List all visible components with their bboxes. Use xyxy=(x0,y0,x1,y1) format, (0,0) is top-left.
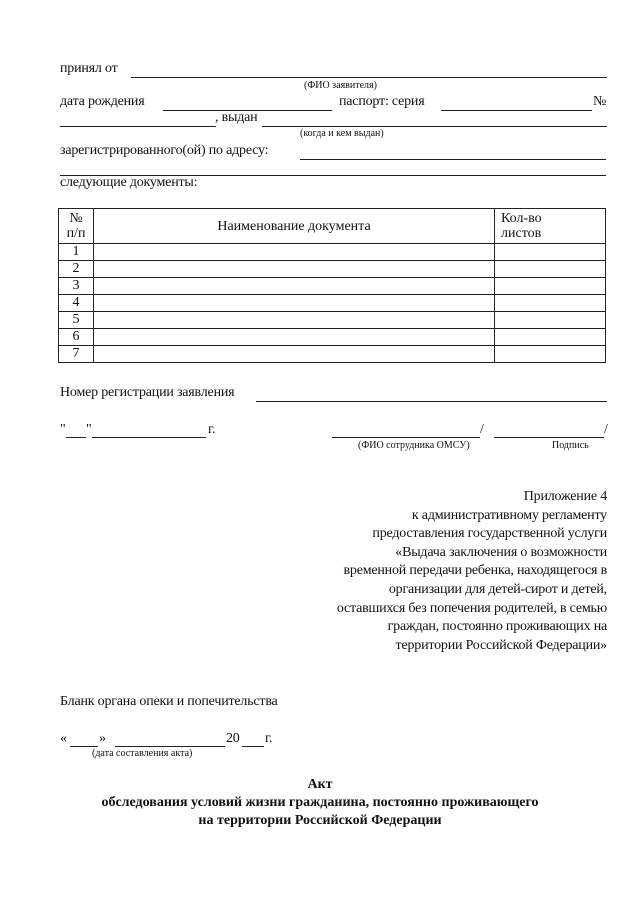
row-number: 3 xyxy=(59,278,94,295)
date-day-field[interactable] xyxy=(66,437,86,438)
doc-name-cell[interactable] xyxy=(94,278,495,295)
table-row xyxy=(59,295,606,312)
blank-label: Бланк органа опеки и попечительства xyxy=(60,694,278,709)
col-num-line-1: № xyxy=(69,211,83,226)
row-number: 2 xyxy=(59,261,94,278)
appendix-line: территории Российской Федерации» xyxy=(395,637,607,653)
accepted-from-label: принял от xyxy=(60,61,118,76)
doc-count-cell[interactable] xyxy=(495,346,606,363)
appendix-line: организации для детей-сирот и детей, xyxy=(388,581,607,597)
table-row xyxy=(59,244,606,261)
appendix-block xyxy=(337,488,607,655)
col-count-line-2: листов xyxy=(501,226,542,241)
employee-name-field[interactable] xyxy=(332,437,480,438)
col-name-header: Наименование документа xyxy=(94,209,495,244)
doc-count-cell[interactable] xyxy=(495,261,606,278)
row-number: 5 xyxy=(59,312,94,329)
birth-date-label: дата рождения xyxy=(60,94,145,109)
blank-year-field[interactable] xyxy=(242,746,264,747)
doc-count-cell[interactable] xyxy=(495,312,606,329)
doc-count-cell[interactable] xyxy=(495,278,606,295)
doc-name-cell[interactable] xyxy=(94,295,495,312)
appendix-line: к административному регламенту xyxy=(411,507,607,523)
doc-count-cell[interactable] xyxy=(495,295,606,312)
fio-applicant-caption: (ФИО заявителя) xyxy=(304,80,377,91)
appendix-line: Приложение 4 xyxy=(523,489,607,504)
issued-by-field[interactable] xyxy=(262,126,607,127)
table-row xyxy=(59,278,606,295)
doc-name-cell[interactable] xyxy=(94,312,495,329)
appendix-line: временной передачи ребенка, находящегося в xyxy=(343,563,607,579)
table-row xyxy=(59,261,606,278)
address-field[interactable] xyxy=(300,159,606,160)
fio-employee-caption: (ФИО сотрудника ОМСУ) xyxy=(358,440,470,451)
act-title: Акт xyxy=(307,777,333,792)
appendix-line: предоставления государственной услуги xyxy=(372,526,607,542)
table-header-row xyxy=(59,209,606,244)
date-caption: (дата составления акта) xyxy=(92,748,193,759)
doc-name-cell[interactable] xyxy=(94,261,495,278)
slash-1: / xyxy=(480,422,484,437)
doc-count-cell[interactable] xyxy=(495,329,606,346)
appendix-line: граждан, постоянно проживающих на xyxy=(387,619,607,635)
row-number: 4 xyxy=(59,295,94,312)
documents-table xyxy=(58,208,606,363)
applicant-name-field[interactable] xyxy=(131,77,607,78)
date-quote-close: " xyxy=(86,422,92,437)
col-count-line-1: Кол-во xyxy=(501,211,542,226)
col-num-line-2: п/п xyxy=(66,226,86,241)
table-row xyxy=(59,329,606,346)
passport-number-field[interactable] xyxy=(60,126,216,127)
row-number: 1 xyxy=(59,244,94,261)
act-subtitle-1: обследования условий жизни гражданина, постоянно проживающего xyxy=(101,795,539,810)
appendix-line: оставшихся без попечения родителей, в семью xyxy=(336,600,607,616)
col-num-header xyxy=(59,209,94,244)
doc-name-cell[interactable] xyxy=(94,329,495,346)
passport-number-sign: № xyxy=(593,94,607,109)
registration-number-label: Номер регистрации заявления xyxy=(60,385,235,400)
slash-2: / xyxy=(604,422,608,437)
following-docs-label: следующие документы: xyxy=(60,175,198,190)
act-title-block xyxy=(0,776,640,830)
blank-day-field[interactable] xyxy=(70,746,98,747)
registered-address-label: зарегистрированного(ой) по адресу: xyxy=(60,143,269,158)
blank-quote-open: « xyxy=(60,731,67,746)
issued-by-label: , выдан xyxy=(215,110,258,125)
blank-month-field[interactable] xyxy=(115,746,225,747)
col-count-header xyxy=(495,209,606,244)
row-number: 6 xyxy=(59,329,94,346)
blank-year-prefix: 20 xyxy=(226,731,240,746)
doc-name-cell[interactable] xyxy=(94,244,495,261)
passport-series-label: паспорт: серия xyxy=(339,94,425,109)
row-number: 7 xyxy=(59,346,94,363)
table-row xyxy=(59,312,606,329)
act-subtitle-2: на территории Российской Федерации xyxy=(198,813,442,828)
date-month-field[interactable] xyxy=(92,437,206,438)
registration-number-field[interactable] xyxy=(256,401,607,402)
passport-series-field[interactable] xyxy=(441,110,592,111)
blank-year-suffix: г. xyxy=(265,731,273,746)
date-quote-open: " xyxy=(60,422,66,437)
doc-count-cell[interactable] xyxy=(495,244,606,261)
signature-caption: Подпись xyxy=(552,440,589,451)
doc-name-cell[interactable] xyxy=(94,346,495,363)
when-issued-caption: (когда и кем выдан) xyxy=(300,128,384,139)
date-year-suffix: г. xyxy=(208,422,216,437)
employee-signature-field[interactable] xyxy=(494,437,604,438)
appendix-line: «Выдача заключения о возможности xyxy=(395,544,607,560)
blank-quote-close: » xyxy=(99,731,106,746)
table-row xyxy=(59,346,606,363)
